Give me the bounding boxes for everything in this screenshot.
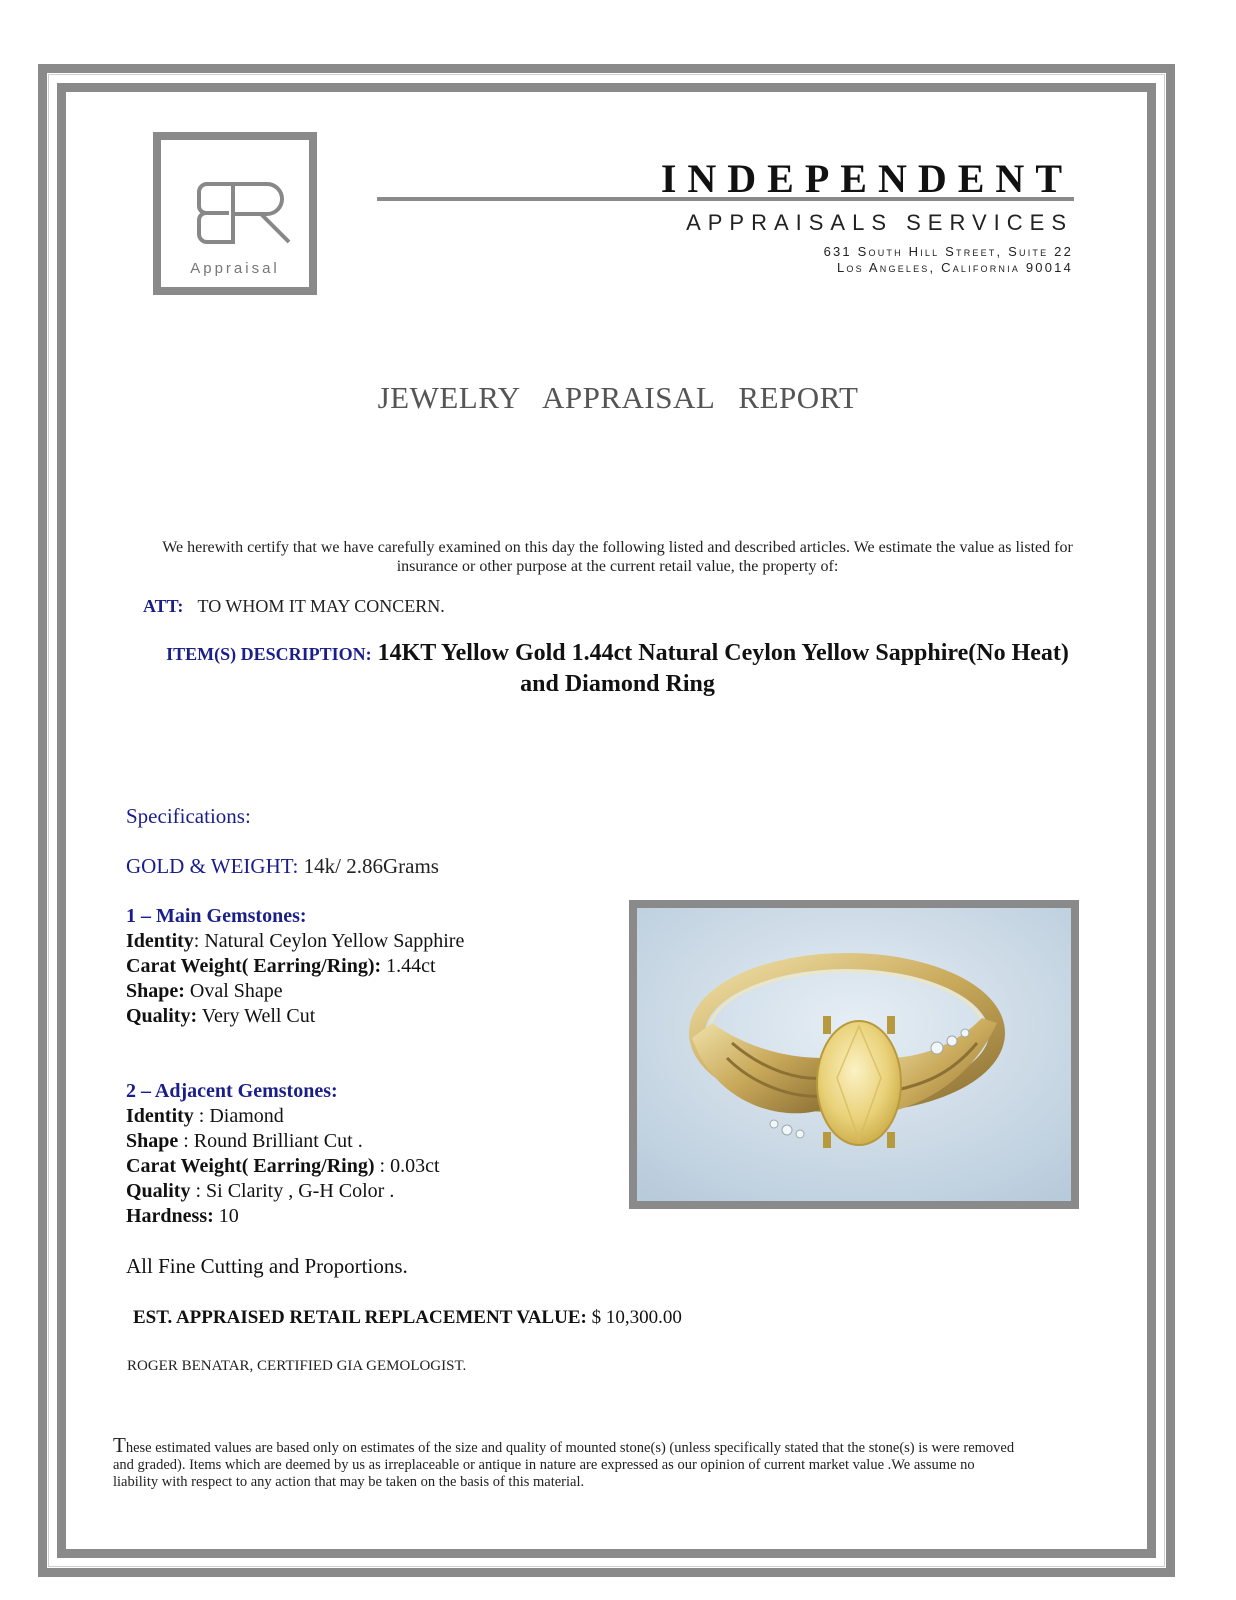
att-value: TO WHOM IT MAY CONCERN.: [197, 596, 445, 616]
prong-2: [887, 1016, 895, 1034]
gold-weight-value: 14k/ 2.86Grams: [303, 854, 439, 878]
accent-diamond-6: [770, 1120, 778, 1128]
adjacent-gemstones-section: [126, 1079, 440, 1229]
main-shape-value: Oval Shape: [184, 980, 283, 1002]
adj-shape-label: Shape: [126, 1130, 179, 1152]
main-identity-label: Identity: [126, 930, 194, 952]
appraised-value-line: [133, 1307, 682, 1329]
adj-carat-label: Carat Weight( Earring/Ring): [126, 1155, 375, 1177]
logo-caption: Appraisal: [190, 260, 280, 277]
er-monogram-logo: [195, 180, 295, 246]
report-title: JEWELRY APPRAISAL REPORT: [377, 380, 859, 415]
adj-shape-value: : Round Brilliant Cut .: [178, 1130, 363, 1152]
address-line-2: Los Angeles, California 90014: [837, 260, 1073, 275]
adj-hardness-label: Hardness:: [126, 1205, 214, 1227]
disclaimer: [113, 1433, 1023, 1491]
main-identity-row: [126, 929, 464, 954]
adj-shape-row: [126, 1129, 440, 1154]
item-description-label: ITEM(S) DESCRIPTION:: [166, 644, 372, 664]
disclaimer-dropcap: T: [113, 1433, 126, 1457]
adj-carat-value: : 0.03ct: [374, 1155, 440, 1177]
appraised-value: $ 10,300.00: [591, 1307, 682, 1328]
prong-4: [887, 1132, 895, 1148]
ring-photo: [629, 900, 1079, 1209]
prong-1: [823, 1016, 831, 1034]
yellow-sapphire-stone: [817, 1021, 901, 1145]
accent-diamond-2: [947, 1036, 957, 1046]
att-label: ATT:: [143, 596, 184, 616]
adj-identity-row: [126, 1104, 440, 1129]
main-gemstones-heading: 1 – Main Gemstones:: [126, 905, 307, 927]
adj-identity-value: : Diamond: [193, 1105, 284, 1127]
main-quality-row: [126, 1004, 464, 1029]
address-line-1: 631 South Hill Street, Suite 22: [823, 244, 1073, 259]
adj-quality-value: : Si Clarity , G-H Color .: [190, 1180, 395, 1202]
main-shape-label: Shape:: [126, 980, 185, 1002]
main-quality-value: Very Well Cut: [197, 1005, 316, 1027]
main-quality-label: Quality:: [126, 1005, 198, 1027]
accent-diamond-4: [782, 1125, 792, 1135]
appraised-value-label: EST. APPRAISED RETAIL REPLACEMENT VALUE:: [133, 1307, 587, 1328]
company-subtitle: APPRAISALS SERVICES: [686, 210, 1073, 235]
specifications-heading: Specifications:: [126, 804, 251, 828]
adjacent-gemstones-heading: 2 – Adjacent Gemstones:: [126, 1080, 338, 1102]
accent-diamond-5: [796, 1130, 804, 1138]
gemologist-signature-line: ROGER BENATAR, CERTIFIED GIA GEMOLOGIST.: [127, 1358, 467, 1374]
prong-3: [823, 1132, 831, 1148]
main-carat-row: [126, 954, 464, 979]
accent-diamond-1: [931, 1042, 943, 1054]
adj-quality-label: Quality: [126, 1180, 191, 1202]
disclaimer-text: hese estimated values are based only on estimates of the size and quality of mounted stone(s) (unless specifically stated that the stone(s) is were removed and graded). Items which are deemed by us as irreplaceable or antique in nature are expressed as our opinion of current market value .We assume no liability with respect to any action that may be taken on the basis of this material.: [113, 1440, 1015, 1490]
gold-weight-line: [126, 854, 439, 879]
attention-line: [143, 596, 445, 617]
logo: [153, 132, 317, 295]
item-description: [150, 638, 1085, 699]
company-name: INDEPENDENT: [660, 156, 1073, 201]
main-carat-label: Carat Weight( Earring/Ring):: [126, 955, 382, 977]
main-shape-row: [126, 979, 464, 1004]
adj-quality-row: [126, 1179, 440, 1204]
cutting-note: All Fine Cutting and Proportions.: [126, 1254, 408, 1278]
item-description-value: 14KT Yellow Gold 1.44ct Natural Ceylon Yellow Sapphire(No Heat) and Diamond Ring: [377, 640, 1069, 697]
main-gemstones-section: [126, 904, 464, 1029]
main-carat-value: 1.44ct: [381, 955, 436, 977]
ring-illustration: [637, 908, 1071, 1201]
main-identity-value: : Natural Ceylon Yellow Sapphire: [193, 930, 465, 952]
gold-weight-label: GOLD & WEIGHT:: [126, 854, 299, 878]
adj-hardness-row: [126, 1204, 440, 1229]
certification-text: We herewith certify that we have carefully examined on this day the following listed and described articles. We estimate the value as listed for insurance or other purpose at the current retail value, the property of:: [162, 539, 1073, 575]
accent-diamond-3: [961, 1029, 969, 1037]
adj-identity-label: Identity: [126, 1105, 194, 1127]
adj-carat-row: [126, 1154, 440, 1179]
adj-hardness-value: 10: [213, 1205, 239, 1227]
